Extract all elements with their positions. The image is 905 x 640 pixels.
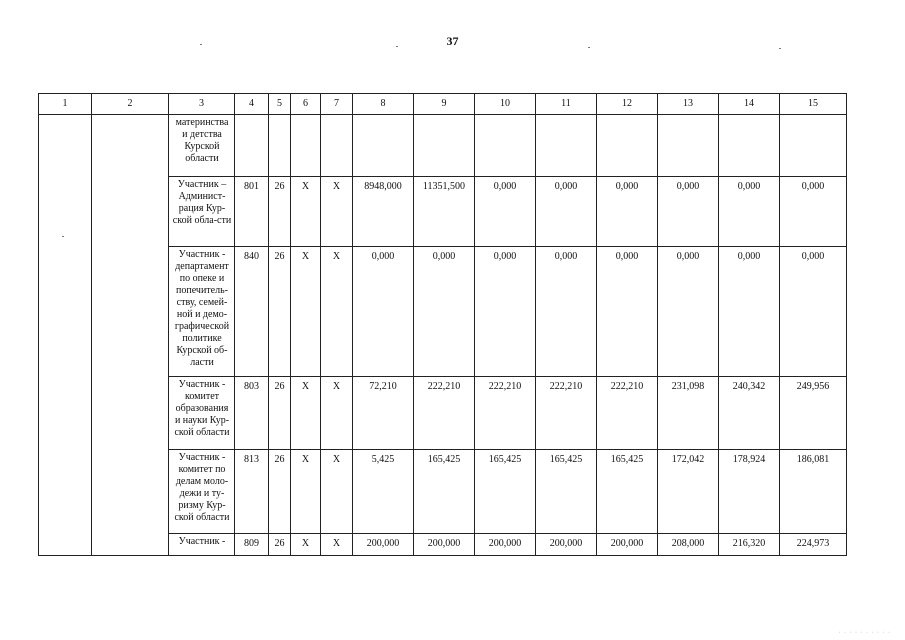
merged-cell-col1 [39, 115, 92, 556]
column-header: 10 [475, 94, 536, 115]
table-cell: 165,425 [475, 450, 536, 534]
table-cell: X [321, 247, 353, 377]
table-cell: 0,000 [414, 247, 475, 377]
table-cell: 186,081 [780, 450, 847, 534]
table-cell: 0,000 [780, 177, 847, 247]
participant-name: материнства и детства Курской области [169, 115, 235, 177]
table-cell: 200,000 [536, 534, 597, 556]
table-cell: 222,210 [475, 377, 536, 450]
table-cell: 0,000 [780, 247, 847, 377]
table-cell: 222,210 [414, 377, 475, 450]
table-cell: 249,956 [780, 377, 847, 450]
participant-name: Участник - департамент по опеке и попечитель-ству, семей-ной и демо-графической политике Курской об-ласти [169, 247, 235, 377]
table-cell: X [321, 377, 353, 450]
table-cell [658, 115, 719, 177]
table-cell: 0,000 [658, 247, 719, 377]
table-cell: 0,000 [719, 247, 780, 377]
table-cell: X [291, 377, 321, 450]
column-header: 11 [536, 94, 597, 115]
column-header: 6 [291, 94, 321, 115]
table-cell [269, 115, 291, 177]
table-cell: 26 [269, 177, 291, 247]
table-cell: X [291, 247, 321, 377]
table-cell: 72,210 [353, 377, 414, 450]
table-cell [414, 115, 475, 177]
table-cell [597, 115, 658, 177]
column-header: 4 [235, 94, 269, 115]
table-cell: 0,000 [658, 177, 719, 247]
column-header: 9 [414, 94, 475, 115]
column-header: 15 [780, 94, 847, 115]
column-header: 13 [658, 94, 719, 115]
table-cell [321, 115, 353, 177]
column-header: 3 [169, 94, 235, 115]
table-cell [780, 115, 847, 177]
table-cell: 224,973 [780, 534, 847, 556]
table-cell: 200,000 [475, 534, 536, 556]
table-cell: 222,210 [597, 377, 658, 450]
column-header: 12 [597, 94, 658, 115]
column-header: 1 [39, 94, 92, 115]
table-cell: 200,000 [353, 534, 414, 556]
table-cell: X [321, 534, 353, 556]
table-cell: X [291, 177, 321, 247]
header-row [39, 94, 847, 115]
table-cell [719, 115, 780, 177]
table-cell: 240,342 [719, 377, 780, 450]
table-cell [475, 115, 536, 177]
table-cell: 801 [235, 177, 269, 247]
scan-speck [779, 48, 781, 49]
scan-speck [396, 46, 398, 47]
scan-footer-mark: · · · · · · · · · · [838, 630, 891, 636]
table-cell: 5,425 [353, 450, 414, 534]
table-cell [536, 115, 597, 177]
table-cell: 0,000 [597, 247, 658, 377]
table-cell: 0,000 [536, 177, 597, 247]
table-cell: 809 [235, 534, 269, 556]
column-header: 8 [353, 94, 414, 115]
table-cell: 165,425 [536, 450, 597, 534]
participant-name: Участник - комитет образования и науки Кур-ской области [169, 377, 235, 450]
table-cell: X [291, 450, 321, 534]
table-cell: 11351,500 [414, 177, 475, 247]
table-row [39, 115, 847, 177]
table-cell: 165,425 [597, 450, 658, 534]
scan-speck [588, 47, 590, 48]
column-header: 5 [269, 94, 291, 115]
table-cell: 26 [269, 450, 291, 534]
table-cell: 26 [269, 377, 291, 450]
table-cell: 840 [235, 247, 269, 377]
table-cell [235, 115, 269, 177]
table-cell: 216,320 [719, 534, 780, 556]
budget-table [38, 93, 847, 556]
table-cell: 0,000 [719, 177, 780, 247]
table-cell: 26 [269, 247, 291, 377]
table-cell [291, 115, 321, 177]
table-cell: 26 [269, 534, 291, 556]
participant-name: Участник - [169, 534, 235, 556]
table-cell: X [321, 177, 353, 247]
table-cell: 222,210 [536, 377, 597, 450]
scan-speck [200, 44, 202, 45]
merged-cell-col2 [92, 115, 169, 556]
table-cell [353, 115, 414, 177]
table-cell: 0,000 [353, 247, 414, 377]
table-cell: 0,000 [536, 247, 597, 377]
table-cell: 208,000 [658, 534, 719, 556]
table-cell: 0,000 [475, 177, 536, 247]
table-cell: X [291, 534, 321, 556]
column-header: 2 [92, 94, 169, 115]
table-cell: 0,000 [475, 247, 536, 377]
table-cell: 813 [235, 450, 269, 534]
page-number: 37 [446, 34, 459, 48]
table-cell: 803 [235, 377, 269, 450]
table-cell: 178,924 [719, 450, 780, 534]
table-cell: 8948,000 [353, 177, 414, 247]
table-cell: 200,000 [597, 534, 658, 556]
table-cell: 231,098 [658, 377, 719, 450]
participant-name: Участник - комитет по делам моло-дежи и ту-ризму Кур-ской области [169, 450, 235, 534]
column-header: 14 [719, 94, 780, 115]
table-cell: X [321, 450, 353, 534]
table-cell: 172,042 [658, 450, 719, 534]
table-cell: 0,000 [597, 177, 658, 247]
participant-name: Участник – Админист-рация Кур-ской обла-сти [169, 177, 235, 247]
table-cell: 200,000 [414, 534, 475, 556]
column-header: 7 [321, 94, 353, 115]
table-cell: 165,425 [414, 450, 475, 534]
